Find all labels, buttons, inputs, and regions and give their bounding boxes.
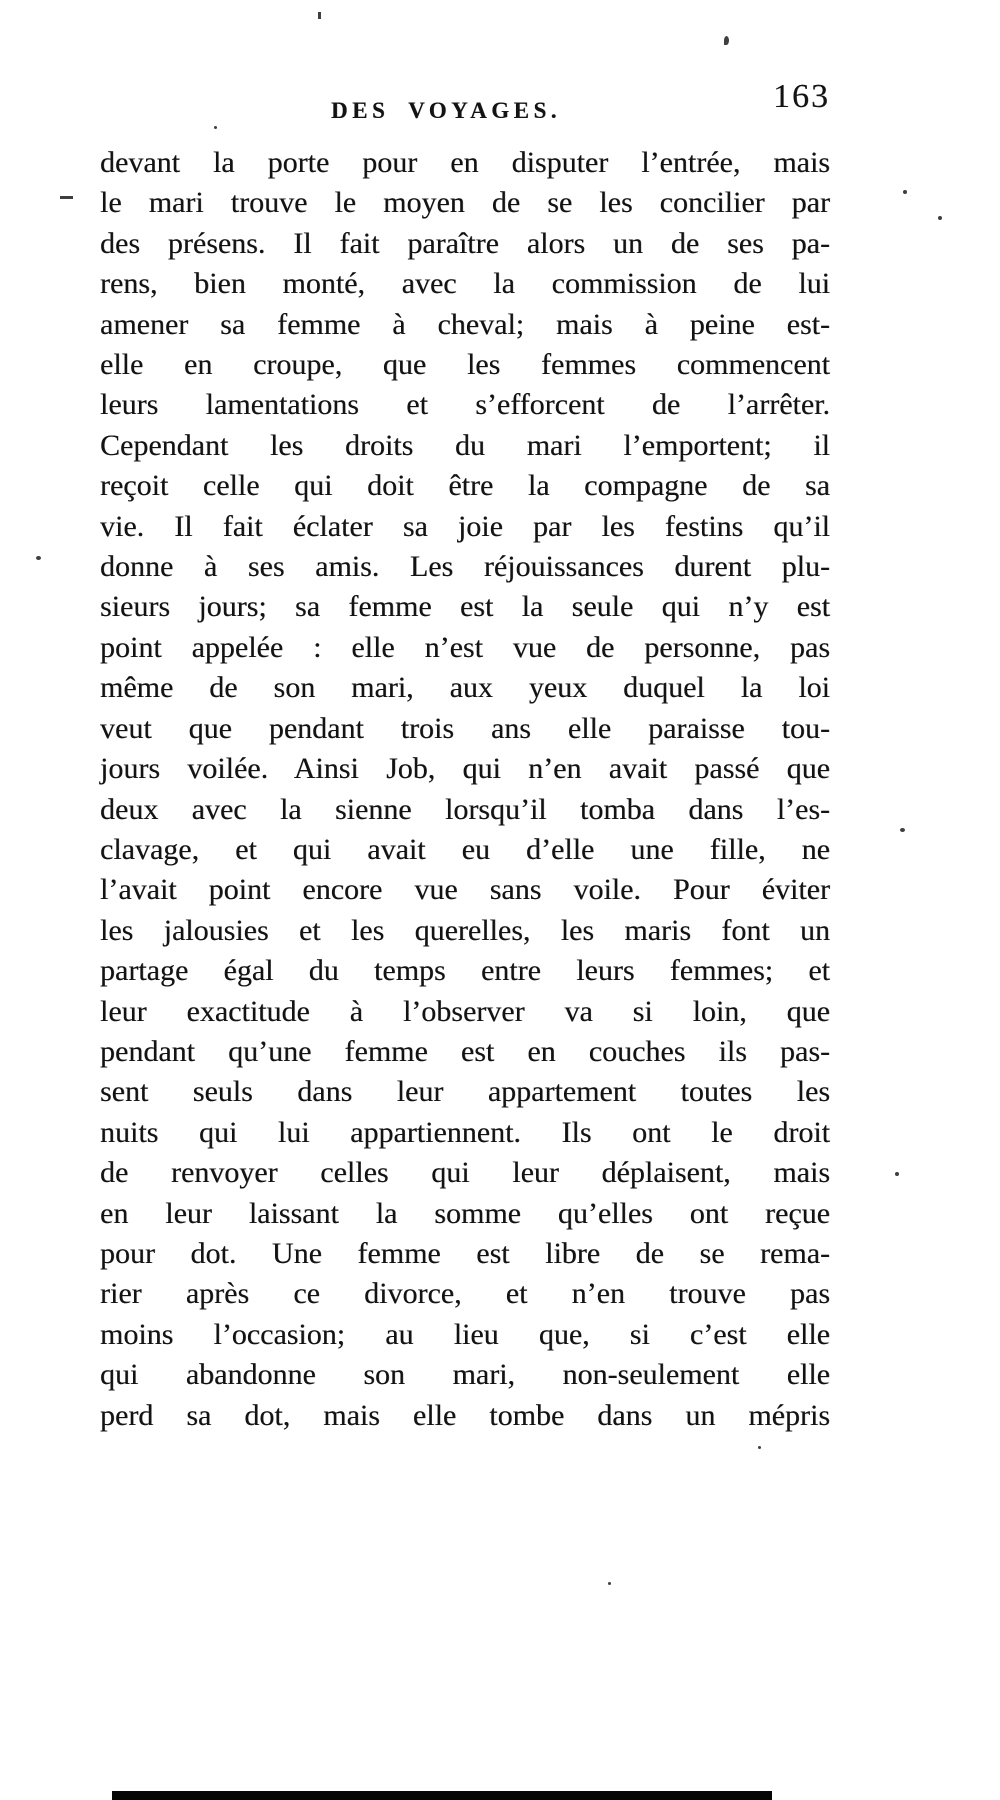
text-line: point appelée : elle n’est vue de personne, pas bbox=[100, 630, 830, 664]
ink-speck bbox=[938, 216, 942, 220]
ink-speck bbox=[608, 1582, 611, 1585]
text-line: Cependant les droits du mari l’emportent; il bbox=[100, 428, 830, 462]
text-line: pour dot. Une femme est libre de se rema- bbox=[100, 1236, 830, 1270]
text-line: deux avec la sienne lorsqu’il tomba dans l’es- bbox=[100, 792, 830, 826]
text-line: elle en croupe, que les femmes commencent bbox=[100, 348, 830, 382]
text-line: l’avait point encore vue sans voile. Pour éviter bbox=[100, 873, 830, 907]
ink-speck bbox=[36, 556, 41, 560]
ink-speck bbox=[895, 1172, 899, 1176]
ink-speck bbox=[903, 190, 907, 194]
ink-speck bbox=[724, 36, 729, 45]
text-line: perd sa dot, mais elle tombe dans un mépris bbox=[100, 1398, 830, 1432]
ink-speck bbox=[214, 126, 217, 129]
ink-speck bbox=[758, 1446, 761, 1449]
text-line: en leur laissant la somme qu’elles ont reçue bbox=[100, 1196, 830, 1230]
text-line: les jalousies et les querelles, les maris font un bbox=[100, 913, 830, 947]
text-line: moins l’occasion; au lieu que, si c’est elle bbox=[100, 1317, 830, 1351]
scan-edge-artifact bbox=[112, 1791, 772, 1800]
body-text bbox=[100, 143, 830, 1436]
ink-speck bbox=[60, 196, 73, 199]
text-line: nuits qui lui appartiennent. Ils ont le droit bbox=[100, 1115, 830, 1149]
text-line: vie. Il fait éclater sa joie par les festins qu’il bbox=[100, 509, 830, 543]
text-line: jours voilée. Ainsi Job, qui n’en avait passé que bbox=[100, 752, 830, 786]
text-line: leurs lamentations et s’efforcent de l’arrêter. bbox=[100, 388, 830, 422]
text-line: devant la porte pour en disputer l’entrée, mais bbox=[100, 146, 830, 179]
text-line: sieurs jours; sa femme est la seule qui n’y est bbox=[100, 590, 830, 624]
text-line: qui abandonne son mari, non-seulement elle bbox=[100, 1358, 830, 1392]
text-line: partage égal du temps entre leurs femmes; et bbox=[100, 954, 830, 988]
ink-speck bbox=[318, 12, 321, 19]
ink-speck bbox=[900, 828, 905, 832]
text-line: rier après ce divorce, et n’en trouve pas bbox=[100, 1277, 830, 1311]
text-line: amener sa femme à cheval; mais à peine est- bbox=[100, 307, 830, 341]
text-line: sent seuls dans leur appartement toutes les bbox=[100, 1075, 830, 1109]
text-line: de renvoyer celles qui leur déplaisent, mais bbox=[100, 1156, 830, 1190]
text-line: même de son mari, aux yeux duquel la loi bbox=[100, 671, 830, 705]
page-number: 163 bbox=[773, 78, 830, 115]
text-line: reçoit celle qui doit être la compagne de sa bbox=[100, 469, 830, 503]
text-line: pendant qu’une femme est en couches ils pas- bbox=[100, 1034, 830, 1068]
text-line: clavage, et qui avait eu d’elle une fille, ne bbox=[100, 832, 830, 866]
text-line: rens, bien monté, avec la commission de lui bbox=[100, 267, 830, 301]
text-line: le mari trouve le moyen de se les concilier par bbox=[100, 186, 830, 220]
text-line: leur exactitude à l’observer va si loin, que bbox=[100, 994, 830, 1028]
text-line: des présens. Il fait paraître alors un de ses pa- bbox=[100, 226, 830, 260]
running-title: DES VOYAGES. bbox=[331, 98, 561, 123]
text-line: donne à ses amis. Les réjouissances durent plu- bbox=[100, 550, 830, 584]
text-line: veut que pendant trois ans elle paraisse tou- bbox=[100, 711, 830, 745]
